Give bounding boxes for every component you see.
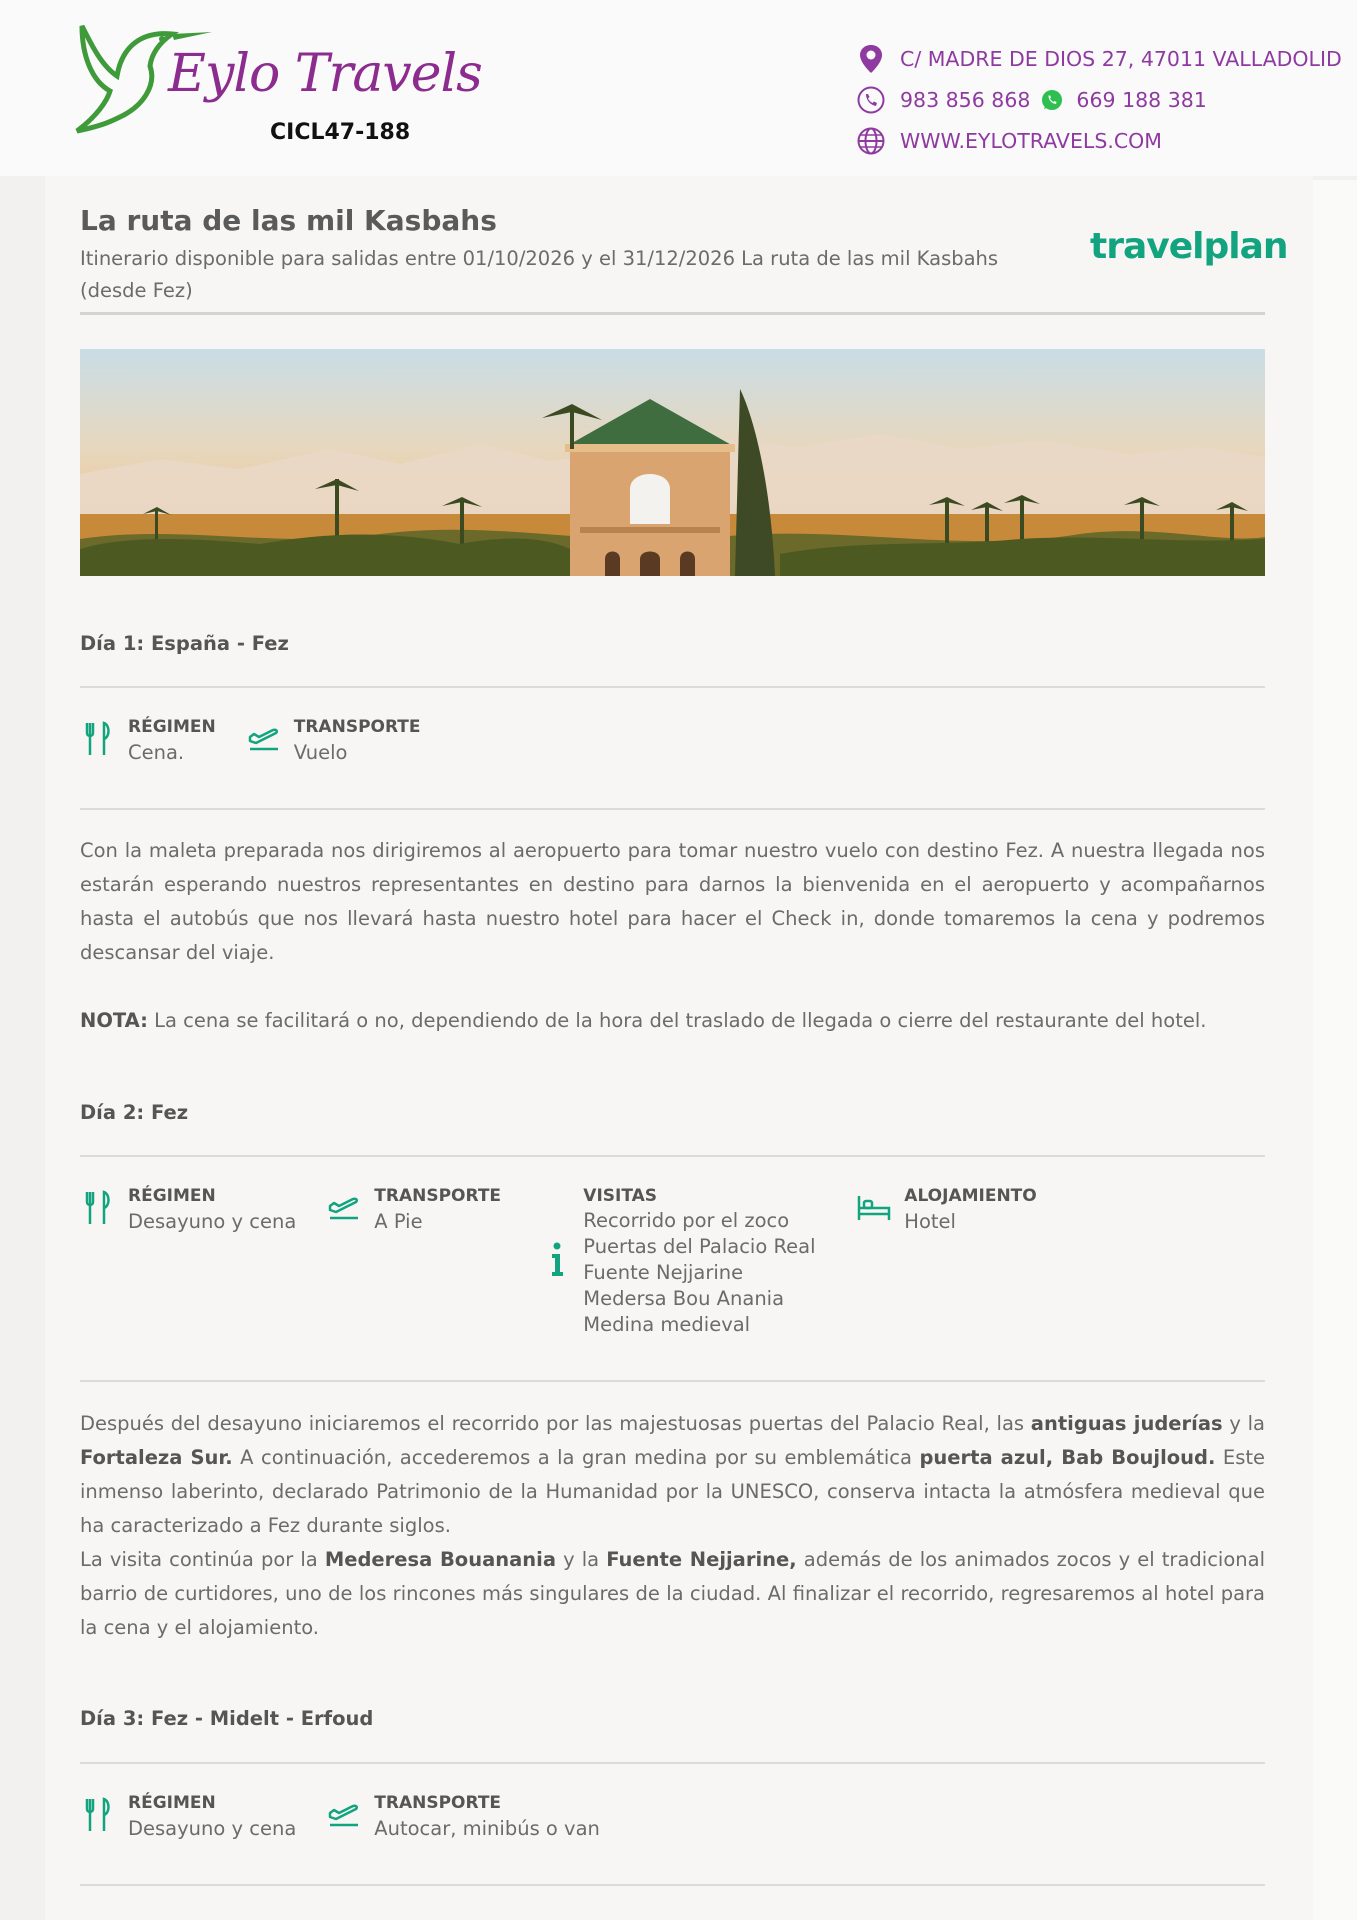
website-row: [856, 120, 1342, 161]
visit-item: Medina medieval: [583, 1313, 751, 1336]
p1-bold: antiguas juderías: [1030, 1412, 1223, 1435]
visitas-list: [583, 1208, 828, 1338]
map-pin-icon: [856, 42, 890, 76]
day-info-row: [80, 1791, 630, 1843]
page-title: La ruta de las mil Kasbahs: [80, 204, 497, 237]
page-subtitle: Itinerario disponible para salidas entre 01/10/2026 y el 31/12/2026 La ruta de las mil Kasbahs (desde Fez): [80, 247, 999, 302]
divider: [80, 312, 1265, 315]
regimen-value: Desayuno y cena: [128, 1210, 297, 1233]
day-description: Con la maleta preparada nos dirigiremos al aeropuerto para tomar nuestro vuelo con destino Fez. A nuestra llegada nos estarán esperando nuestros representantes en destino para darnos la bienvenida en el aeropuerto y acompañarnos hasta el autobús que nos llevará hasta nuestro hotel para hacer el Check in, donde tomaremos la cena y podremos descansar del viaje.: [80, 839, 1265, 964]
divider: [80, 1884, 1265, 1886]
p1-seg: Este inmenso laberinto, declarado Patrimonio de la Humanidad por la UNESCO, conserva intacta la atmósfera medieval que ha caracterizado a Fez durante siglos.: [80, 1446, 1266, 1537]
day-info-row: [80, 1184, 1067, 1338]
plane-departure-icon: [246, 719, 282, 759]
globe-icon: [856, 124, 890, 158]
fork-knife-icon: [80, 1188, 116, 1228]
p2-seg: y la: [556, 1548, 607, 1571]
transporte-value: Vuelo: [293, 741, 348, 764]
info-regimen: [80, 1791, 296, 1843]
fork-knife-icon: [80, 719, 116, 759]
divider: [80, 1380, 1265, 1382]
info-transporte: [326, 1791, 600, 1843]
address-row: [856, 38, 1342, 79]
note-label: NOTA:: [80, 1009, 148, 1032]
regimen-value: Cena.: [128, 741, 185, 764]
phone-number[interactable]: 983 856 868: [900, 87, 1031, 112]
phone-icon: [856, 83, 890, 117]
p2-seg: La visita continúa por la: [80, 1548, 325, 1571]
info-regimen: [80, 715, 216, 767]
day-note: [80, 1004, 1265, 1038]
info-icon: [547, 1240, 567, 1280]
transporte-label: TRANSPORTE: [293, 717, 421, 737]
info-visitas: [547, 1184, 828, 1338]
visitas-label: VISITAS: [583, 1186, 658, 1206]
p2-seg: además de los animados zocos y el tradicional barrio de curtidores, uno de los rincones más singulares de la ciudad. Al finalizar el recorrido, regresaremos al hotel para la cena y el alojamiento.: [80, 1548, 1265, 1639]
website-link[interactable]: WWW.EYLOTRAVELS.COM: [900, 128, 1162, 153]
regimen-label: RÉGIMEN: [128, 717, 216, 737]
day-description: [80, 1407, 1265, 1645]
whatsapp-number[interactable]: 669 188 381: [1076, 87, 1207, 112]
whatsapp-icon: [1040, 87, 1066, 113]
info-transporte: [326, 1184, 519, 1338]
p2-bold: Mederesa Bouanania: [324, 1548, 557, 1571]
transporte-value: A Pie: [374, 1210, 423, 1233]
day-title: Día 3: Fez - Midelt - Erfoud: [80, 1707, 374, 1730]
regimen-label: RÉGIMEN: [128, 1793, 216, 1813]
visit-item: Puertas del Palacio Real: [583, 1235, 816, 1258]
divider: [80, 808, 1265, 810]
address-text: C/ MADRE DE DIOS 27, 47011 VALLADOLID: [900, 46, 1342, 71]
travelplan-logo: travelplan: [1090, 226, 1288, 267]
divider: [80, 1762, 1265, 1764]
p1-bold: puerta azul, Bab Boujloud.: [919, 1446, 1216, 1469]
p1-bold: Fortaleza Sur.: [80, 1446, 233, 1469]
plane-departure-icon: [326, 1188, 362, 1228]
phone-row: [856, 79, 1342, 120]
contact-block: [856, 38, 1342, 161]
transporte-value: Autocar, minibús o van: [374, 1817, 600, 1840]
p1-seg: y la: [1222, 1412, 1265, 1435]
p1-seg: Después del desayuno iniciaremos el recorrido por las majestuosas puertas del Palacio Real, las: [80, 1412, 1031, 1435]
logo-wordmark: Eylo Travels: [168, 44, 482, 104]
visit-item: Recorrido por el zoco: [583, 1209, 790, 1232]
regimen-value: Desayuno y cena: [128, 1817, 297, 1840]
transporte-label: TRANSPORTE: [374, 1186, 502, 1206]
info-regimen: [80, 1184, 296, 1338]
license-number: CICL47-188: [270, 120, 411, 145]
divider: [80, 686, 1265, 688]
transporte-label: TRANSPORTE: [374, 1793, 502, 1813]
plane-departure-icon: [326, 1795, 362, 1835]
visit-item: Medersa Bou Anania: [583, 1287, 785, 1310]
note-text: La cena se facilitará o no, dependiendo de la hora del traslado de llegada o cierre del restaurante del hotel.: [147, 1009, 1207, 1032]
divider: [80, 1155, 1265, 1157]
agency-header: [0, 0, 1357, 176]
day-title: Día 1: España - Fez: [80, 632, 289, 655]
p2-bold: Fuente Nejjarine,: [606, 1548, 797, 1571]
visit-item: Fuente Nejjarine: [583, 1261, 744, 1284]
p1-seg: A continuación, accederemos a la gran medina por su emblemática: [232, 1446, 920, 1469]
fork-knife-icon: [80, 1795, 116, 1835]
hero-image-marrakech: [80, 349, 1265, 576]
alojamiento-value: Hotel: [904, 1210, 956, 1233]
alojamiento-label: ALOJAMIENTO: [904, 1186, 1037, 1206]
day-title: Día 2: Fez: [80, 1101, 189, 1124]
regimen-label: RÉGIMEN: [128, 1186, 216, 1206]
info-alojamiento: [856, 1184, 1036, 1338]
bed-icon: [856, 1188, 892, 1228]
day-info-row: [80, 715, 451, 767]
info-transporte: [246, 715, 421, 767]
